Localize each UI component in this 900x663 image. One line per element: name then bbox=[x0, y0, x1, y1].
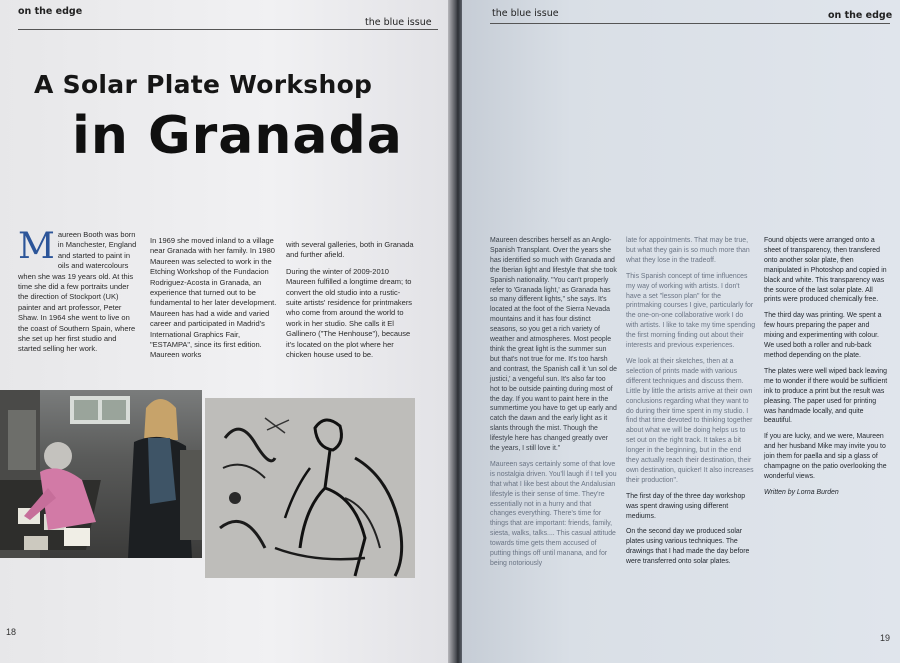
right-column-1 bbox=[490, 236, 617, 575]
right-col2-p5: On the second day we produced solar plates using various techniques. The drawings that I had made the day before were transferred onto solar plates. bbox=[626, 528, 750, 566]
left-header-section: on the edge bbox=[18, 6, 83, 17]
right-column-3 bbox=[764, 236, 890, 504]
ink-drawing-art bbox=[205, 398, 415, 578]
left-header-issue: the blue issue bbox=[365, 17, 432, 28]
right-col1-p2: Maureen says certainly some of that love is nostalgia driven. You'll laugh if I tell you that what I like best about the Andalusian lifestyle is their sense of time. They're essentially not in a hurry and that changes everything. There's time for things that are important: friends, family, siesta, walks, talks.... This casual attitude towards time gets them accused of putting things off until manana, and for being notoriously bbox=[490, 460, 617, 567]
right-column-2 bbox=[626, 236, 756, 573]
right-col2-p2: This Spanish concept of time influences my way of working with artists. I don't have a set "lesson plan" for the printmaking courses I give, particularly for the one-on-one collaborative work I do with artists. I like to take my time spending the first morning finding out about their interests and previous experiences. bbox=[626, 272, 756, 350]
byline: Written by Lorna Burden bbox=[764, 488, 839, 496]
right-col3-p2: The third day was printing. We spent a few hours preparing the paper and mixing and experimenting with colour. We used both a roller and rub-back method depending on the plate. bbox=[764, 312, 882, 359]
left-col3-p2: During the winter of 2009-2010 Maureen fulfilled a longtime dream; to convert the old studio into a rustic-suite artists' residence for printmakers who come from around the world to work in her studio. She calls it El Gallinero ("The Henhouse"), because it's located on the plot where her chicken house used to be. bbox=[286, 266, 413, 360]
left-page-number: 18 bbox=[6, 627, 17, 637]
right-col2-p1: late for appointments. That may be true, but what they gain is so much more than what they lose in the tradeoff. bbox=[626, 237, 750, 264]
left-col2-p1: In 1969 she moved inland to a village near Granada with her family. In 1980 Maureen was selected to work in the Etching Workshop of the Fundacion Rodriguez-Acosta in Granada, an experience that turned out to be fundamental to her later development. Maureen has had a wide and varied career and participated in Madrid's International Graphics Fair, "ESTAMPA", since its first edition. Maureen works bbox=[150, 236, 277, 360]
left-header-rule bbox=[18, 29, 438, 30]
left-column-3 bbox=[286, 240, 414, 366]
article-title-line2: in Granada bbox=[72, 106, 403, 166]
studio-photo-art bbox=[0, 390, 202, 558]
left-col3-p1: with several galleries, both in Granada and further afield. bbox=[286, 240, 414, 260]
right-header-rule bbox=[490, 23, 890, 24]
right-col2-p3: We look at their sketches, then at a selection of prints made with various different techniques and discuss them. Little by little the artists arrive at their own conclusions regarding what they want to do during their time spent in my studio. I find that time devoted to thinking together about what we will be doing helps us to set out on the right track. It takes a bit longer in the beginning, but in the end they actually reach their destination, their own destination, quicker! It also increases their production". bbox=[626, 357, 754, 484]
right-col3-p3: The plates were well wiped back leaving me to wonder if there would be sufficient ink to produce a print but the result was pleasing. The paper used for printing was handmade locally, and quite beautiful. bbox=[764, 367, 888, 425]
left-col1-p1: aureen Booth was born in Manchester, England and started to paint in oils and watercolours when she was 19 years old. At this time she did a few portraits under the direction of Stockport (UK) painter and art professor, Peter Shaw. In 1964 she went to live on the coast of Southern Spain, where she set up her first studio and started selling her work. bbox=[18, 230, 137, 354]
ink-drawing-photo bbox=[205, 398, 415, 578]
right-header-section: on the edge bbox=[828, 10, 893, 21]
right-header-issue: the blue issue bbox=[492, 8, 559, 19]
right-col3-p4: If you are lucky, and we were, Maureen and her husband Mike may invite you to join them for paella and sip a glass of champagne on the patio overlooking the wonderful views. bbox=[764, 433, 887, 480]
right-page bbox=[462, 0, 900, 663]
drop-cap: M bbox=[18, 226, 55, 267]
right-col1-p1: Maureen describes herself as an Anglo-Spanish Transplant. Over the years she has identified so much with Granada and the Iberian light and lifestyle that she took Spanish nationality. "You can't properly refer to 'Granada light,' as Granada has so many different lights," she says. It's located at the foot of the Sierra Nevada mountains and it has four distinct seasons, so you get a rich variety of weather and atmospheres. Most people think the great light is the summer sun but that's not true for me. It's too harsh and contrast, the Spanish call it 'un sol de justici,' a vengeful sun. It's also far too hot to be outside painting during most of the day. If you want to paint here in the summertime you have to get up early and catch the dawn and the early light as it slants through the mist. Though the lifestyle here has changed greatly over the years, I still love it." bbox=[490, 237, 617, 453]
right-page-number: 19 bbox=[880, 633, 891, 643]
left-column-1 bbox=[18, 226, 141, 361]
right-col3-p1: Found objects were arranged onto a sheet of transparency, then transfered onto another solar plate, then manipulated in Photoshop and copied in black and white. This transparency was the source of the last solar plate. All prints were produced chemically free. bbox=[764, 237, 887, 304]
article-title-line1: A Solar Plate Workshop bbox=[34, 70, 373, 99]
studio-photo bbox=[0, 390, 202, 558]
left-column-2 bbox=[150, 236, 278, 367]
right-col2-p4: The first day of the three day workshop was spent drawing using different mediums. bbox=[626, 492, 746, 520]
